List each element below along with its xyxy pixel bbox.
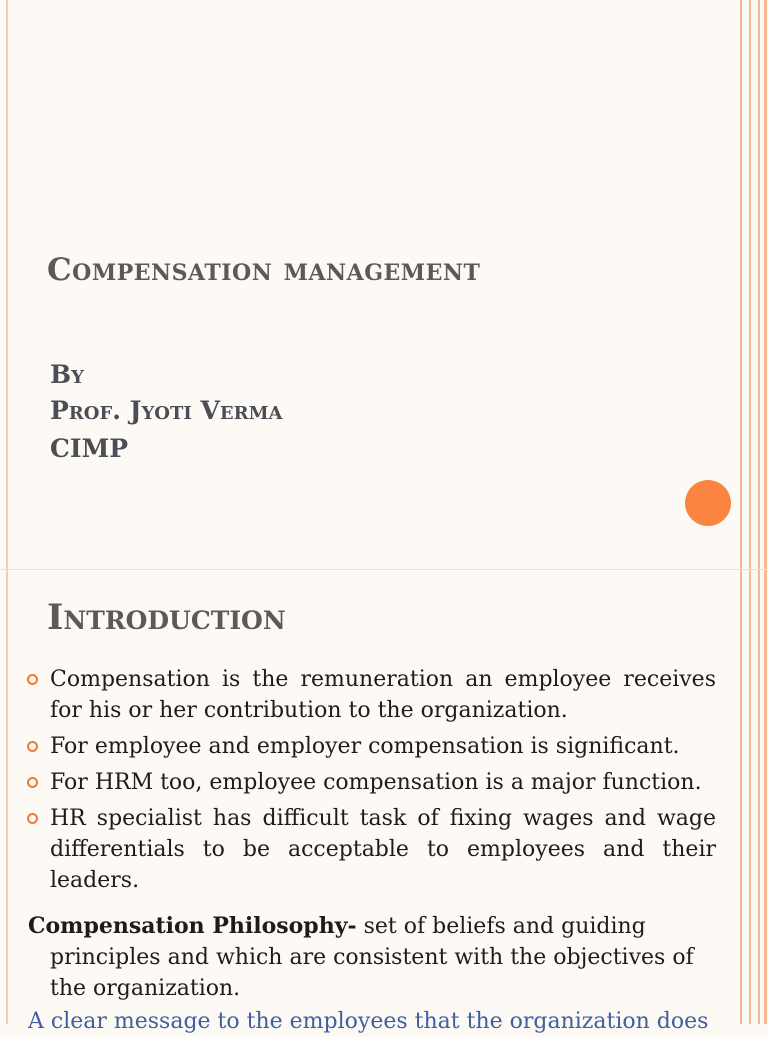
list-item [24,767,716,798]
bullet-text: For HRM too, employee compensation is a major function. [50,770,702,795]
philosophy-text-line1: set of beliefs and guiding [356,914,646,939]
decorative-rule [764,570,767,1024]
bullet-text: HR specialist has difficult task of fixing wages and wage differentials to be acceptable to employees and their leaders. [50,806,716,893]
byline-author: Prof. Jyoti Verma [50,396,283,425]
decorative-rule [740,0,742,570]
byline-by: By [50,360,84,389]
philosophy-label: Compensation Philosophy- [28,913,357,939]
decorative-rule [740,570,742,1024]
bullet-list [24,664,716,901]
section-heading: Introduction [47,597,286,638]
decorative-rule [749,0,751,570]
decorative-rule [758,570,760,1024]
bullet-circle-icon [27,777,38,788]
philosophy-paragraph [28,911,716,942]
bullet-text: For employee and employer compensation is significant. [50,734,680,759]
list-item [24,803,716,896]
left-border-line [6,0,8,570]
decorative-rule [758,0,760,570]
bullet-text: Compensation is the remuneration an employee receives for his or her contribution to the organization. [50,667,716,723]
decorative-rule [764,0,767,570]
bullet-circle-icon [27,813,38,824]
partial-message-text: A clear message to the employees that the organization does [28,1009,709,1034]
left-border-line [6,570,8,1024]
list-item [24,664,716,726]
bullet-circle-icon [27,741,38,752]
slide-separator [0,569,768,570]
list-item [24,731,716,762]
slide-title: Compensation management [47,252,481,288]
bullet-circle-icon [27,674,38,685]
orange-circle-decoration [685,480,731,526]
philosophy-text-rest: principles and which are consistent with the objectives of the organization. [50,945,694,1001]
decorative-rule [749,570,751,1024]
byline-institution: CIMP [50,434,129,463]
